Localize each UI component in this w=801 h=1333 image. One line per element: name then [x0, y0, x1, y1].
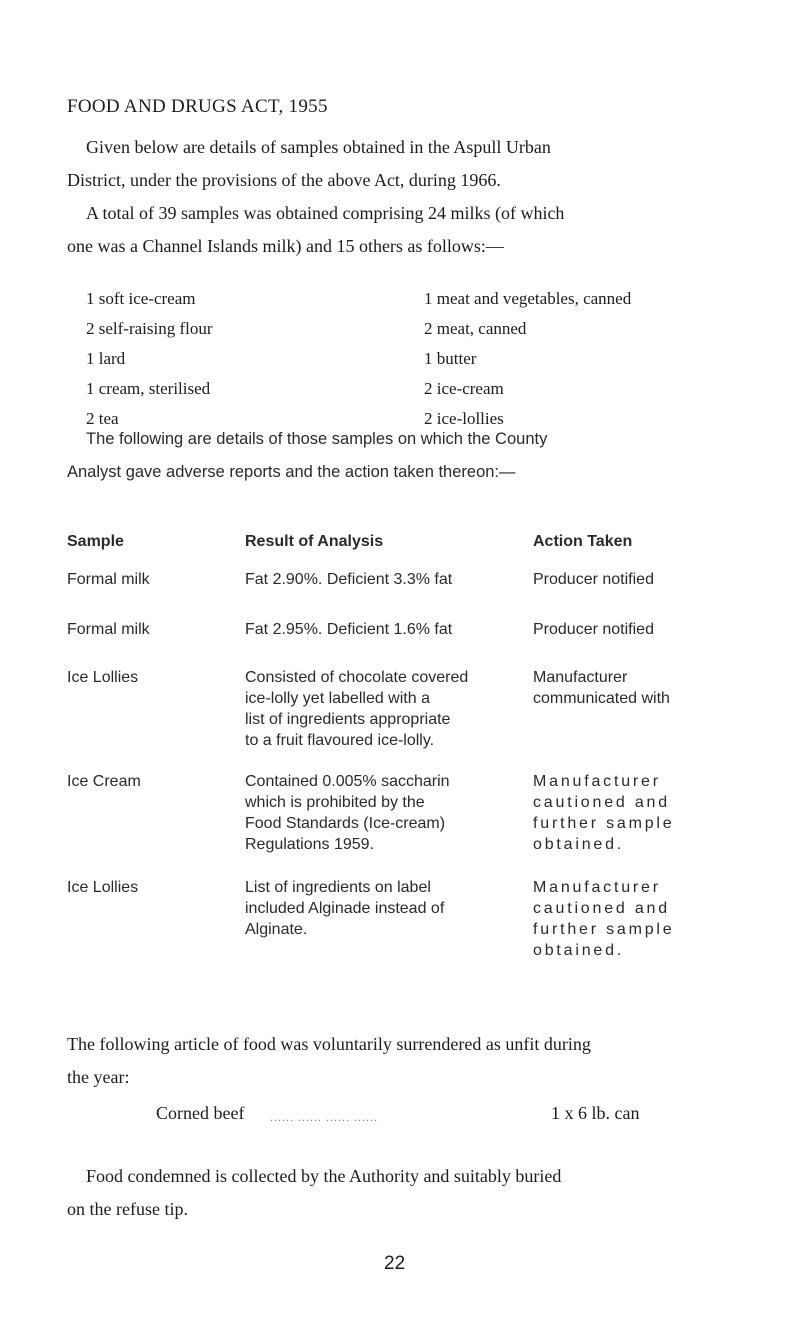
list-item: 1 meat and vegetables, canned [424, 289, 632, 308]
surrendered-paragraph [67, 1028, 767, 1094]
action-line: further sample [533, 921, 675, 938]
surrendered-line-1: The following article of food was voluntarily surrendered as unfit during [67, 1034, 591, 1054]
action-line: Producer notified [533, 571, 654, 588]
list-item: 2 tea [86, 409, 119, 428]
result-line: Fat 2.90%. Deficient 3.3% fat [245, 571, 453, 588]
action-line: further sample [533, 815, 675, 832]
header-result: Result of Analysis [245, 533, 384, 550]
condemned-paragraph [67, 1160, 767, 1226]
adverse-line-1: The following are details of those samples on which the County [86, 430, 548, 448]
row-1-action [533, 569, 743, 590]
result-line: Contained 0.005% saccharin [245, 773, 450, 790]
action-line: obtained. [533, 836, 625, 853]
result-line: List of ingredients on label [245, 879, 431, 896]
result-line: Fat 2.95%. Deficient 1.6% fat [245, 621, 453, 638]
result-line: Regulations 1959. [245, 836, 374, 853]
surrendered-line-2: the year: [67, 1067, 130, 1087]
row-2-sample: Formal milk [67, 621, 150, 638]
total-paragraph [67, 197, 767, 263]
list-item: 1 soft ice-cream [86, 289, 196, 308]
action-line: Manufacturer [533, 669, 628, 686]
result-line: list of ingredients appropriate [245, 711, 451, 728]
list-item: 1 cream, sterilised [86, 379, 211, 398]
surrendered-item-name: Corned beef [156, 1103, 245, 1123]
row-2-result [245, 619, 485, 640]
result-line: Food Standards (Ice-cream) [245, 815, 446, 832]
action-line: obtained. [533, 942, 625, 959]
intro-line-2: District, under the provisions of the above Act, during 1966. [67, 170, 501, 190]
leader-dots: ...... ...... ...... ...... [270, 1110, 378, 1124]
row-2-action [533, 619, 743, 640]
page-number: 22 [384, 1253, 406, 1274]
samples-list-left [86, 284, 213, 434]
header-sample: Sample [67, 533, 124, 550]
action-line: Manufacturer [533, 773, 661, 790]
adverse-line-2: Analyst gave adverse reports and the action taken thereon:— [67, 463, 516, 481]
samples-list-right [424, 284, 631, 434]
row-3-action [533, 667, 743, 709]
adverse-paragraph [67, 423, 767, 489]
row-5-result [245, 877, 485, 940]
action-line: Manufacturer [533, 879, 661, 896]
list-item: 2 ice-cream [424, 379, 504, 398]
total-line-1: A total of 39 samples was obtained comprising 24 milks (of which [86, 203, 565, 223]
action-line: cautioned and [533, 900, 670, 917]
row-4-action [533, 771, 743, 855]
result-line: which is prohibited by the [245, 794, 425, 811]
row-3-result [245, 667, 485, 751]
condemned-line-2: on the refuse tip. [67, 1199, 188, 1219]
result-line: Alginate. [245, 921, 308, 938]
result-line: ice-lolly yet labelled with a [245, 690, 430, 707]
list-item: 1 butter [424, 349, 477, 368]
list-item: 1 lard [86, 349, 126, 368]
row-5-action [533, 877, 743, 961]
intro-line-1: Given below are details of samples obtained in the Aspull Urban [86, 137, 551, 157]
row-1-sample: Formal milk [67, 571, 150, 588]
row-3-sample: Ice Lollies [67, 669, 139, 686]
list-item: 2 ice-lollies [424, 409, 504, 428]
row-4-sample: Ice Cream [67, 773, 141, 790]
result-line: included Alginade instead of [245, 900, 445, 917]
action-line: Producer notified [533, 621, 654, 638]
row-4-result [245, 771, 485, 855]
intro-paragraph [67, 131, 767, 197]
surrendered-item-quantity: 1 x 6 lb. can [551, 1103, 640, 1123]
header-action: Action Taken [533, 533, 633, 550]
row-5-sample: Ice Lollies [67, 879, 139, 896]
result-line: Consisted of chocolate covered [245, 669, 469, 686]
action-line: communicated with [533, 690, 670, 707]
result-line: to a fruit flavoured ice-lolly. [245, 732, 435, 749]
list-item: 2 self-raising flour [86, 319, 213, 338]
condemned-line-1: Food condemned is collected by the Authority and suitably buried [86, 1166, 562, 1186]
total-line-2: one was a Channel Islands milk) and 15 others as follows:— [67, 236, 504, 256]
row-1-result [245, 569, 485, 590]
list-item: 2 meat, canned [424, 319, 527, 338]
page-heading: FOOD AND DRUGS ACT, 1955 [67, 96, 328, 117]
action-line: cautioned and [533, 794, 670, 811]
